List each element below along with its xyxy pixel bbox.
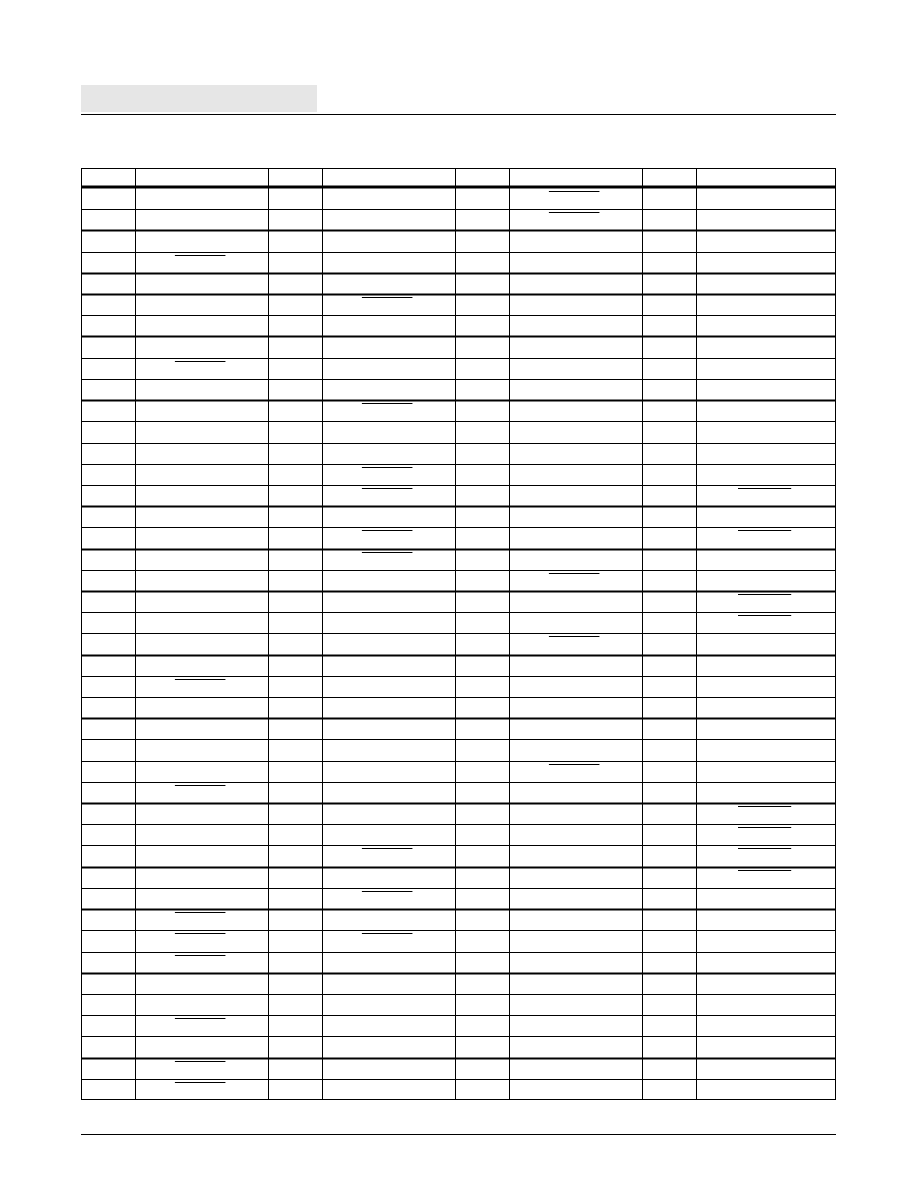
footer-rule xyxy=(81,1134,836,1135)
page-header-label-box xyxy=(81,85,317,112)
header-rule xyxy=(81,114,836,115)
pin-assignment-table xyxy=(81,168,836,1100)
table-grid xyxy=(81,168,836,1100)
